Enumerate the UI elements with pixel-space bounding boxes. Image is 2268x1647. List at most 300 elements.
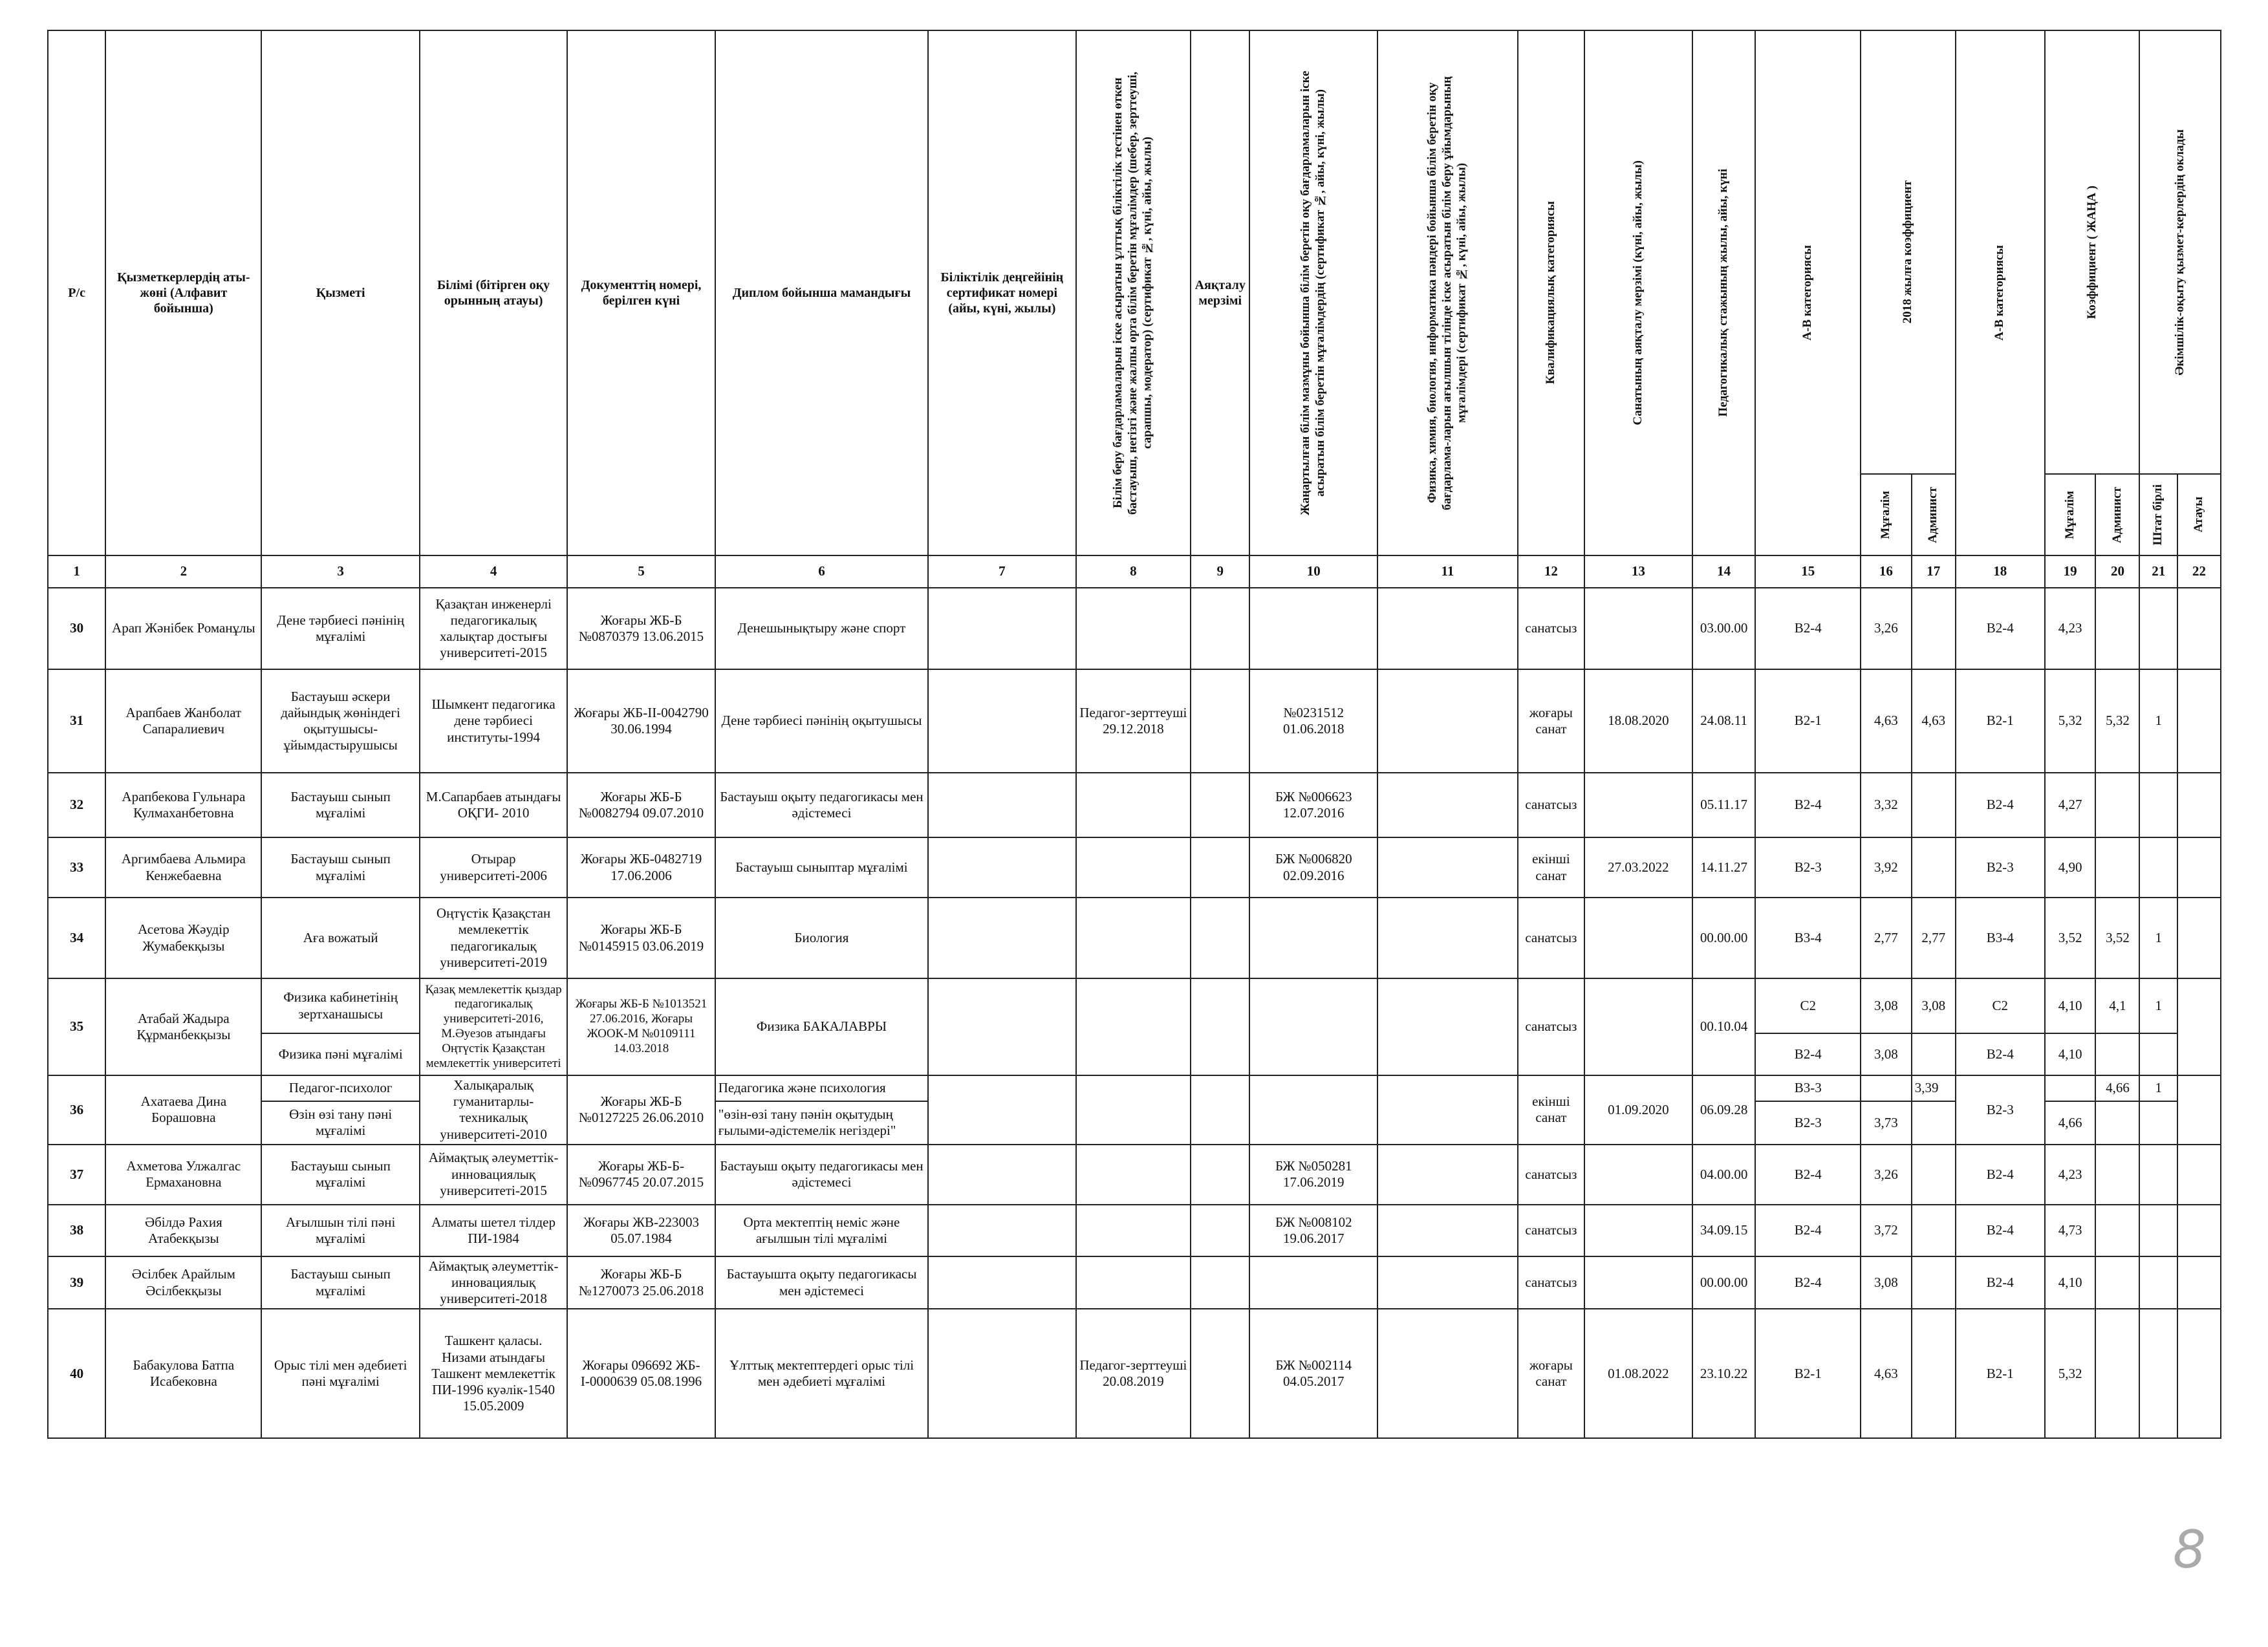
cell-position: Орыс тілі мен әдебиеті пәні мұғалімі	[261, 1309, 419, 1438]
column-number: 20	[2095, 555, 2139, 588]
cell-13	[1584, 773, 1692, 837]
cell-position: Физика кабинетінің зертханашысы	[261, 978, 419, 1033]
cell-7	[928, 773, 1075, 837]
staff-table-sheet	[47, 30, 2221, 1494]
cell-category: санатсыз	[1518, 898, 1584, 978]
cell-k4	[2095, 588, 2139, 669]
table-body-b	[48, 1145, 2221, 1439]
cell-document: Жоғары ЖВ-223003 05.07.1984	[567, 1205, 715, 1256]
cell-n: 33	[48, 837, 105, 898]
cell-name: Әбілдә Рахия Атабекқызы	[105, 1205, 261, 1256]
cell-10: БЖ №050281 17.06.2019	[1249, 1145, 1377, 1205]
cell-stazh: 00.10.04	[1692, 978, 1756, 1075]
cell-ab: В2-1	[1755, 1309, 1861, 1438]
table-row	[48, 1145, 2221, 1205]
cell-8	[1076, 1205, 1191, 1256]
cell-document: Жоғары ЖБ-ІІ-0042790 30.06.1994	[567, 669, 715, 773]
col-header-13	[1584, 30, 1692, 555]
cell-category: жоғары санат	[1518, 1309, 1584, 1438]
cell-specialty: Физика БАКАЛАВРЫ	[715, 978, 928, 1075]
cell-11	[1377, 773, 1518, 837]
cell-specialty: Дене тәрбиесі пәнінің оқытушысы	[715, 669, 928, 773]
cell-position: Педагог-психолог	[261, 1075, 419, 1101]
column-number-row	[48, 555, 2221, 588]
column-number: 4	[420, 555, 567, 588]
cell-10: БЖ №002114 04.05.2017	[1249, 1309, 1377, 1438]
cell-category: санатсыз	[1518, 588, 1584, 669]
cell-document: Жоғары 096692 ЖБ-І-0000639 05.08.1996	[567, 1309, 715, 1438]
cell-n: 38	[48, 1205, 105, 1256]
cell-k3	[2045, 1075, 2096, 1101]
cell-ab: В2-4	[1755, 1256, 1861, 1309]
table-row	[48, 837, 2221, 898]
cell-k3: 4,10	[2045, 1033, 2096, 1075]
cell-11	[1377, 1145, 1518, 1205]
cell-specialty: Бастауышта оқыту педагогикасы мен әдістемесі	[715, 1256, 928, 1309]
col-header-12	[1518, 30, 1584, 555]
cell-ab: В2-4	[1755, 1033, 1861, 1075]
column-number: 17	[1912, 555, 1956, 588]
cell-ab: В3-4	[1755, 898, 1861, 978]
cell-k4	[2095, 1309, 2139, 1438]
cell-category: екінші санат	[1518, 837, 1584, 898]
cell-ab2: В2-4	[1956, 1256, 2045, 1309]
col-header-17-text: Админист	[1926, 486, 1940, 543]
cell-7	[928, 837, 1075, 898]
cell-13	[1584, 1205, 1692, 1256]
cell-stazh: 04.00.00	[1692, 1145, 1756, 1205]
cell-name: Ахметова Улжалгас Ермахановна	[105, 1145, 261, 1205]
cell-education: Алматы шетел тілдер ПИ-1984	[420, 1205, 567, 1256]
cell-ab: В2-4	[1755, 588, 1861, 669]
cell-k1: 3,08	[1861, 978, 1912, 1033]
col-header-11	[1377, 30, 1518, 555]
col-header-21-22-text: Әкімшілік-оқыту қызмет-керлердің оклады	[2172, 129, 2187, 376]
col-header-16-17	[1861, 30, 1956, 474]
cell-8	[1076, 1145, 1191, 1205]
cell-11	[1377, 1205, 1518, 1256]
cell-education: Қазақтан инженерлі педагогикалық халықтар достығы университеті-2015	[420, 588, 567, 669]
cell-8	[1076, 898, 1191, 978]
cell-8: Педагог-зерттеуші 20.08.2019	[1076, 1309, 1191, 1438]
cell-11	[1377, 978, 1518, 1075]
cell-name: Аргимбаева Альмира Кенжебаевна	[105, 837, 261, 898]
cell-k1: 3,92	[1861, 837, 1912, 898]
cell-22	[2177, 837, 2221, 898]
cell-k2	[1912, 1256, 1956, 1309]
cell-k2	[1912, 1309, 1956, 1438]
cell-category: санатсыз	[1518, 1256, 1584, 1309]
cell-ab2: В2-3	[1956, 837, 2045, 898]
col-header-17	[1912, 474, 1956, 555]
cell-stazh: 03.00.00	[1692, 588, 1756, 669]
col-header-15-text: А-В категориясы	[1800, 245, 1815, 341]
column-number: 2	[105, 555, 261, 588]
cell-22	[2177, 773, 2221, 837]
col-header-21-text: Штат бірлі	[2151, 484, 2165, 546]
cell-22	[2177, 588, 2221, 669]
cell-k1: 4,63	[1861, 1309, 1912, 1438]
cell-ab2: В2-4	[1956, 1205, 2045, 1256]
column-number: 9	[1191, 555, 1249, 588]
cell-8	[1076, 1256, 1191, 1309]
cell-k1: 3,32	[1861, 773, 1912, 837]
cell-22	[2177, 978, 2221, 1075]
cell-specialty: Бастауыш оқыту педагогикасы мен әдістемесі	[715, 1145, 928, 1205]
cell-7	[928, 669, 1075, 773]
cell-k3: 4,90	[2045, 837, 2096, 898]
col-header-19-20	[2045, 30, 2140, 474]
cell-k2	[1912, 1101, 1956, 1145]
cell-9	[1191, 1256, 1249, 1309]
column-number: 1	[48, 555, 105, 588]
cell-specialty: Педагогика және психология	[715, 1075, 928, 1101]
table-row	[48, 1075, 2221, 1101]
cell-shtat	[2139, 1101, 2177, 1145]
cell-9	[1191, 1075, 1249, 1145]
cell-k4: 4,66	[2095, 1075, 2139, 1101]
col-header-10-text: Жаңартылған білім мазмұны бойынша білім беретін оқу бағдарламаларын іске асыратын білім беретін мұғалімдердің (сертификат №, айы, күні, жылы)	[1299, 70, 1328, 515]
col-header-10	[1249, 30, 1377, 555]
column-number: 10	[1249, 555, 1377, 588]
cell-stazh: 05.11.17	[1692, 773, 1756, 837]
cell-k1: 2,77	[1861, 898, 1912, 978]
col-header-4: Білімі (бітірген оқу орынның атауы)	[420, 30, 567, 555]
col-header-6: Диплом бойынша мамандығы	[715, 30, 928, 555]
cell-education: Отырар университеті-2006	[420, 837, 567, 898]
cell-stazh: 06.09.28	[1692, 1075, 1756, 1145]
cell-22	[2177, 1145, 2221, 1205]
cell-education: Аймақтық әлеуметтік-инновациялық университеті-2015	[420, 1145, 567, 1205]
cell-9	[1191, 773, 1249, 837]
cell-k2	[1912, 1205, 1956, 1256]
cell-shtat	[2139, 1145, 2177, 1205]
table-row	[48, 978, 2221, 1033]
cell-10: БЖ №006623 12.07.2016	[1249, 773, 1377, 837]
cell-ab: В2-1	[1755, 669, 1861, 773]
column-number: 14	[1692, 555, 1756, 588]
col-header-9: Аяқталу мерзімі	[1191, 30, 1249, 555]
col-header-18-text: А-В категориясы	[1993, 245, 2007, 341]
cell-education: М.Сапарбаев атындағы ОҚГИ- 2010	[420, 773, 567, 837]
cell-ab: В3-3	[1755, 1075, 1861, 1101]
cell-document: Жоғары ЖБ-Б №1270073 25.06.2018	[567, 1256, 715, 1309]
cell-k1: 3,73	[1861, 1101, 1912, 1145]
cell-document: Жоғары ЖБ-Б- №0967745 20.07.2015	[567, 1145, 715, 1205]
staff-table	[47, 30, 2221, 1439]
cell-11	[1377, 1075, 1518, 1145]
col-header-8-text: Білім беру бағдарламаларын іске асыратын ұлттық біліктілік тестінен өткен бастауыш, негізгі және жалпы орта білім беретін мұғалімдер (шебер, зерттеуші, сарапшы, модератор) (сертификат №, күні, айы, жылы)	[1111, 71, 1154, 515]
cell-22	[2177, 669, 2221, 773]
cell-13: 27.03.2022	[1584, 837, 1692, 898]
col-header-20-text: Админист	[2110, 486, 2124, 543]
cell-ab: С2	[1755, 978, 1861, 1033]
col-header-1: Р/с	[48, 30, 105, 555]
cell-document: Жоғары ЖБ-Б №0870379 13.06.2015	[567, 588, 715, 669]
cell-9	[1191, 669, 1249, 773]
cell-education: Халықаралық гуманитарлы-техникалық университеті-2010	[420, 1075, 567, 1145]
cell-10	[1249, 1256, 1377, 1309]
cell-stazh: 00.00.00	[1692, 898, 1756, 978]
column-number: 3	[261, 555, 419, 588]
cell-position: Бастауыш сынып мұғалімі	[261, 773, 419, 837]
cell-ab2: В2-4	[1956, 773, 2045, 837]
col-header-12-text: Квалификациялық категориясы	[1543, 201, 1557, 385]
cell-shtat	[2139, 588, 2177, 669]
cell-position: Дене тәрбиесі пәнінің мұғалімі	[261, 588, 419, 669]
column-number: 18	[1956, 555, 2045, 588]
cell-13	[1584, 1145, 1692, 1205]
cell-k1: 3,08	[1861, 1256, 1912, 1309]
cell-shtat	[2139, 1033, 2177, 1075]
cell-9	[1191, 588, 1249, 669]
col-header-5: Документтің номері, берілген күні	[567, 30, 715, 555]
cell-7	[928, 1075, 1075, 1145]
column-number: 16	[1861, 555, 1912, 588]
cell-shtat	[2139, 837, 2177, 898]
cell-position: Аға вожатый	[261, 898, 419, 978]
cell-category: санатсыз	[1518, 978, 1584, 1075]
table-row	[48, 588, 2221, 669]
cell-k2: 3,08	[1912, 978, 1956, 1033]
cell-k2	[1912, 588, 1956, 669]
cell-n: 31	[48, 669, 105, 773]
column-number: 22	[2177, 555, 2221, 588]
cell-name: Арапбаев Жанболат Сапаралиевич	[105, 669, 261, 773]
cell-k4	[2095, 1101, 2139, 1145]
cell-name: Арап Жәнібек Романұлы	[105, 588, 261, 669]
cell-10	[1249, 588, 1377, 669]
col-header-16-text: Мұғалім	[1878, 490, 1892, 539]
cell-shtat	[2139, 1256, 2177, 1309]
cell-education: Ташкент қаласы. Низами атындағы Ташкент мемлекеттік ПИ-1996 куәлік-1540 15.05.2009	[420, 1309, 567, 1438]
cell-10	[1249, 1075, 1377, 1145]
column-number: 13	[1584, 555, 1692, 588]
cell-category: санатсыз	[1518, 1205, 1584, 1256]
cell-k3: 4,10	[2045, 1256, 2096, 1309]
cell-ab: В2-3	[1755, 1101, 1861, 1145]
column-number: 11	[1377, 555, 1518, 588]
cell-n: 34	[48, 898, 105, 978]
column-number: 5	[567, 555, 715, 588]
cell-category: жоғары санат	[1518, 669, 1584, 773]
cell-k1: 3,26	[1861, 588, 1912, 669]
cell-k1: 3,08	[1861, 1033, 1912, 1075]
cell-9	[1191, 1309, 1249, 1438]
cell-position: Бастауыш сынып мұғалімі	[261, 1145, 419, 1205]
cell-11	[1377, 898, 1518, 978]
table-row	[48, 898, 2221, 978]
table-row	[48, 1256, 2221, 1309]
cell-shtat: 1	[2139, 1075, 2177, 1101]
cell-specialty: "өзін-өзі тану пәнін оқытудың ғылыми-әдістемелік негіздері"	[715, 1101, 928, 1145]
col-header-3: Қызметі	[261, 30, 419, 555]
cell-shtat	[2139, 1309, 2177, 1438]
cell-8	[1076, 1075, 1191, 1145]
cell-position: Бастауыш әскери дайындық жөніндегі оқытушысы-ұйымдастырушысы	[261, 669, 419, 773]
cell-k2	[1912, 773, 1956, 837]
column-number: 12	[1518, 555, 1584, 588]
cell-k1: 3,72	[1861, 1205, 1912, 1256]
cell-9	[1191, 1145, 1249, 1205]
cell-name: Бабакулова Батпа Исабековна	[105, 1309, 261, 1438]
cell-stazh: 23.10.22	[1692, 1309, 1756, 1438]
cell-shtat: 1	[2139, 898, 2177, 978]
cell-9	[1191, 898, 1249, 978]
cell-ab2: В2-1	[1956, 1309, 2045, 1438]
cell-name: Ахатаева Дина Борашовна	[105, 1075, 261, 1145]
cell-10: БЖ №008102 19.06.2017	[1249, 1205, 1377, 1256]
cell-category: екінші санат	[1518, 1075, 1584, 1145]
cell-ab2: В3-4	[1956, 898, 2045, 978]
cell-n: 39	[48, 1256, 105, 1309]
cell-category: санатсыз	[1518, 1145, 1584, 1205]
cell-7	[928, 1145, 1075, 1205]
col-header-18	[1956, 30, 2045, 555]
col-header-2: Қызметкерлердің аты-жөні (Алфавит бойынша)	[105, 30, 261, 555]
cell-8	[1076, 837, 1191, 898]
cell-document: Жоғары ЖБ-Б №0145915 03.06.2019	[567, 898, 715, 978]
cell-k4: 4,1	[2095, 978, 2139, 1033]
cell-22	[2177, 1205, 2221, 1256]
cell-name: Асетова Жәудір Жумабекқызы	[105, 898, 261, 978]
cell-10: БЖ №006820 02.09.2016	[1249, 837, 1377, 898]
cell-k4	[2095, 773, 2139, 837]
cell-position: Өзін өзі тану пәні мұғалімі	[261, 1101, 419, 1145]
col-header-11-text: Физика, химия, биология, информатика пәндері бойынша білім беретін оқу бағдарлама-ларын ағылшын тілінде іске асыратын білім беру ұйымдарының мұғалімдері (сертификат №, күні, айы, жылы)	[1425, 76, 1469, 510]
cell-k4	[2095, 1205, 2139, 1256]
table-row	[48, 1205, 2221, 1256]
col-header-20	[2095, 474, 2139, 555]
col-header-16	[1861, 474, 1912, 555]
col-header-21-22	[2139, 30, 2221, 474]
cell-position: Физика пәні мұғалімі	[261, 1033, 419, 1075]
cell-document: Жоғары ЖБ-0482719 17.06.2006	[567, 837, 715, 898]
column-number: 8	[1076, 555, 1191, 588]
cell-8	[1076, 978, 1191, 1075]
cell-stazh: 00.00.00	[1692, 1256, 1756, 1309]
cell-ab: В2-4	[1755, 1205, 1861, 1256]
cell-specialty: Ұлттық мектептердегі орыс тілі мен әдебиеті мұғалімі	[715, 1309, 928, 1438]
cell-22	[2177, 1075, 2221, 1145]
col-header-15	[1755, 30, 1861, 555]
cell-13: 01.09.2020	[1584, 1075, 1692, 1145]
cell-specialty: Денешынықтыру және спорт	[715, 588, 928, 669]
col-header-22	[2177, 474, 2221, 555]
cell-shtat	[2139, 773, 2177, 837]
cell-k3: 4,66	[2045, 1101, 2096, 1145]
column-number: 19	[2045, 555, 2096, 588]
cell-9	[1191, 1205, 1249, 1256]
cell-k2	[1912, 837, 1956, 898]
col-header-19	[2045, 474, 2096, 555]
cell-k3: 4,23	[2045, 588, 2096, 669]
cell-k4	[2095, 1145, 2139, 1205]
cell-11	[1377, 837, 1518, 898]
col-header-14-text: Педагогикалық стажының жылы, айы, күні	[1716, 169, 1731, 417]
cell-document: Жоғары ЖБ-Б №0127225 26.06.2010	[567, 1075, 715, 1145]
col-header-22-text: Атауы	[2192, 497, 2206, 533]
cell-ab2: С2	[1956, 978, 2045, 1033]
cell-9	[1191, 978, 1249, 1075]
cell-n: 36	[48, 1075, 105, 1145]
cell-specialty: Бастауыш сыныптар мұғалімі	[715, 837, 928, 898]
cell-shtat	[2139, 1205, 2177, 1256]
cell-8: Педагог-зерттеуші 29.12.2018	[1076, 669, 1191, 773]
cell-ab2: В2-4	[1956, 1033, 2045, 1075]
cell-k3: 4,73	[2045, 1205, 2096, 1256]
cell-8	[1076, 588, 1191, 669]
cell-k2	[1912, 1033, 1956, 1075]
col-header-21	[2139, 474, 2177, 555]
cell-13	[1584, 1256, 1692, 1309]
cell-k3: 4,27	[2045, 773, 2096, 837]
col-header-14	[1692, 30, 1756, 555]
table-row	[48, 669, 2221, 773]
cell-13	[1584, 588, 1692, 669]
cell-k1	[1861, 1075, 1912, 1101]
column-number: 7	[928, 555, 1075, 588]
cell-n: 30	[48, 588, 105, 669]
cell-ab2: В2-1	[1956, 669, 2045, 773]
cell-education: Аймақтық әлеуметтік-инновациялық университеті-2018	[420, 1256, 567, 1309]
cell-education: Оңтүстік Қазақстан мемлекеттік педагогикалық университеті-2019	[420, 898, 567, 978]
cell-position: Ағылшын тілі пәні мұғалімі	[261, 1205, 419, 1256]
cell-specialty: Биология	[715, 898, 928, 978]
cell-11	[1377, 1309, 1518, 1438]
cell-k1: 3,26	[1861, 1145, 1912, 1205]
cell-document: Жоғары ЖБ-Б №0082794 09.07.2010	[567, 773, 715, 837]
cell-11	[1377, 669, 1518, 773]
cell-k4	[2095, 837, 2139, 898]
cell-stazh: 34.09.15	[1692, 1205, 1756, 1256]
cell-k4	[2095, 1033, 2139, 1075]
cell-n: 32	[48, 773, 105, 837]
cell-k1: 4,63	[1861, 669, 1912, 773]
cell-k2	[1912, 1145, 1956, 1205]
cell-shtat: 1	[2139, 978, 2177, 1033]
cell-category: санатсыз	[1518, 773, 1584, 837]
col-header-7: Біліктілік деңгейінің сертификат номері (айы, күні, жылы)	[928, 30, 1075, 555]
cell-7	[928, 1256, 1075, 1309]
cell-13: 18.08.2020	[1584, 669, 1692, 773]
cell-7	[928, 978, 1075, 1075]
cell-specialty: Бастауыш оқыту педагогикасы мен әдістемесі	[715, 773, 928, 837]
cell-education: Шымкент педагогика дене тәрбиесі институты-1994	[420, 669, 567, 773]
column-number: 6	[715, 555, 928, 588]
column-number: 15	[1755, 555, 1861, 588]
cell-9	[1191, 837, 1249, 898]
cell-name: Әсілбек Арайлым Әсілбекқызы	[105, 1256, 261, 1309]
cell-7	[928, 1309, 1075, 1438]
column-number: 21	[2139, 555, 2177, 588]
cell-k3: 5,32	[2045, 669, 2096, 773]
cell-k4: 3,52	[2095, 898, 2139, 978]
cell-11	[1377, 588, 1518, 669]
cell-13	[1584, 898, 1692, 978]
cell-n: 40	[48, 1309, 105, 1438]
cell-10: №0231512 01.06.2018	[1249, 669, 1377, 773]
cell-22	[2177, 1256, 2221, 1309]
col-header-13-text: Санатының аяқталу мерзімі (күні, айы, жылы)	[1630, 160, 1645, 425]
cell-k3: 4,23	[2045, 1145, 2096, 1205]
table-row	[48, 1309, 2221, 1438]
cell-k2: 3,39	[1912, 1075, 1956, 1101]
cell-k4: 5,32	[2095, 669, 2139, 773]
cell-shtat: 1	[2139, 669, 2177, 773]
cell-document: Жоғары ЖБ-Б №1013521 27.06.2016, Жоғары ЖООК-М №0109111 14.03.2018	[567, 978, 715, 1075]
cell-11	[1377, 1256, 1518, 1309]
